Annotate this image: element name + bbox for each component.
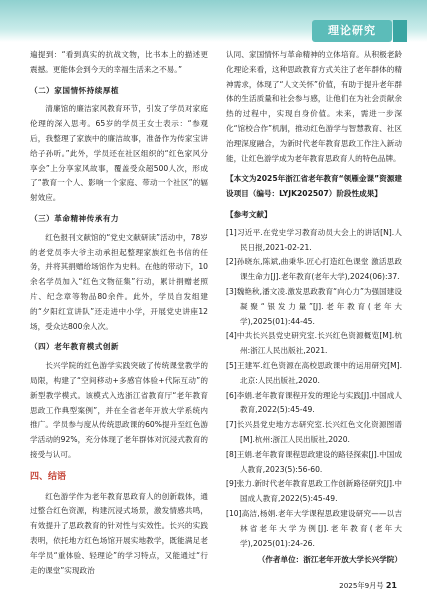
- reference-item: [6]李娟.老年教育课程开发的理论与实践[J].中国成人教育,2022(5):45-49.: [226, 390, 402, 415]
- page-number: 21: [385, 581, 397, 590]
- reference-item: [5]王建军.红色资源在高校思政课中的运用研究[M].北京:人民出版社,2020.: [226, 360, 402, 385]
- author-affiliation: （作者单位：浙江老年开放大学长兴学院）: [257, 555, 402, 565]
- reference-item: [9]张力.新时代老年教育思政工作创新路径研究[J].中国成人教育,2022(5):45-49.: [226, 479, 402, 504]
- reference-item: [2]孙晓东,陈斌,曲秉华.匠心打造红色课堂 激活思政课生命力[J].老年教育(老年大学),2024(06):37.: [226, 257, 402, 282]
- reference-item: [3]魏艳秋,潘文凌.激发思政教育“向心力”为强国建设凝聚“银发力量”[J].老年教育(老年大学),2025(01):44-45.: [226, 286, 402, 326]
- section-tag-ribbon: [393, 20, 407, 42]
- subheading-2: （二）家国情怀持续厚植: [30, 85, 120, 95]
- paragraph: 红色报刊文献馆的“党史文献研读”活动中，78岁的老党员李大爷主动承担起整理家族红色书信的任务，并将其捐赠给场馆作为史料。在他的带动下，10余名学员加入“红色文物征集”行动，累计捐赠老照片、纪念章等物品80余件。此外，学员自发组建的“夕阳红宣讲队”还走进中小学，开展党史讲座12场，受众达800余人次。: [30, 232, 208, 331]
- reference-item: [8]王娟.老年教育课程思政建设的路径探索[J].中国成人教育,2023(5):56-60.: [226, 449, 402, 474]
- section-heading-conclusion: 四、结语: [30, 471, 67, 482]
- paragraph: 红色游学作为老年教育思政育人的创新载体，通过整合红色资源，构建沉浸式场景，激发情感共鸣，有效提升了思政教育的针对性与实效性。长兴的实践表明，依托地方红色场馆开展实地教学，既能满足老年学员“重体验、轻理论”的学习特点，又能通过“行走的课堂”实现政治: [30, 491, 208, 575]
- reference-item: [4]中共长兴县党史研究室.长兴红色资源概览[M].杭州:浙江人民出版社,2021.: [226, 331, 402, 356]
- page-footer: [339, 581, 397, 591]
- references-list: [226, 226, 402, 552]
- section-tag: 理论研究: [312, 20, 392, 42]
- left-column: [30, 48, 208, 578]
- header-banner: [0, 0, 427, 42]
- right-column: [226, 48, 402, 568]
- reference-item: [1]习近平.在党史学习教育动员大会上的讲话[N].人民日报,2021-02-21.: [226, 227, 402, 252]
- reference-item: [7]长兴县党史地方志研究室.长兴红色文化资源图谱[M].杭州:浙江人民出版社,2020.: [226, 420, 402, 444]
- references-title: 【参考文献】: [226, 209, 272, 219]
- subheading-4: （四）老年教育模式创新: [30, 342, 120, 352]
- paragraph: 认同、家国情怀与革命精神的立体培育。从积极老龄化理论来看，这种思政教育方式关注了老年群体的精神需求，体现了“人文关怀”价值，有助于提升老年群体的生活质量和社会参与感，让他们在为社会贡献余热的过程中，实现自身价值。未来，需进一步深化“馆校合作”机制，推动红色游学与智慧教育、社区治理深度融合，为新时代老年教育思政工作注入新动能，让红色游学成为老年教育思政育人的特色品牌。: [226, 50, 402, 163]
- funding-note: 【本文为2025年浙江省老年教育“领雁金课”资源建设项目（编号：LYJK202507）阶段性成果】: [226, 174, 402, 199]
- reference-item: [10]高洁,杨娟.老年大学课程思政建设研究——以吉林省老年大学为例[J].老年教育(老年大学),2025(01):24-26.: [226, 508, 402, 548]
- paragraph: 长兴学院的红色游学实践突破了传统课堂教学的局限，构建了“空间移动+多感官体验+代际互动”的新型教学模式。该模式入选浙江省教育厅“老年教育思政工作典型案例”，并在全省老年开放大学系统内推广。学员参与度从传统思政课的60%提升至红色游学活动的92%，充分体现了老年群体对沉浸式教育的接受与认可。: [30, 361, 208, 459]
- paragraph: 清廉馆的廉洁家风教育环节，引发了学员对家庭伦理的深入思考。65岁的学员王女士表示：“参观后，我整理了家族中的廉洁故事，准备作为传家宝讲给子孙听。”此外，学员还在社区组织的“红色家风分享会”上分享家风故事，覆盖受众超500人次，形成了“教育一个人、影响一个家庭、带动一个社区”的辐射效应。: [30, 104, 208, 203]
- paragraph: 遍提到：“看到真实的抗战文物，比书本上的描述更震撼。更能体会到今天的幸福生活来之不易。”: [30, 50, 208, 74]
- subheading-3: （三）革命精神传承有力: [30, 213, 120, 223]
- issue-date: 2025年9月号: [339, 581, 384, 590]
